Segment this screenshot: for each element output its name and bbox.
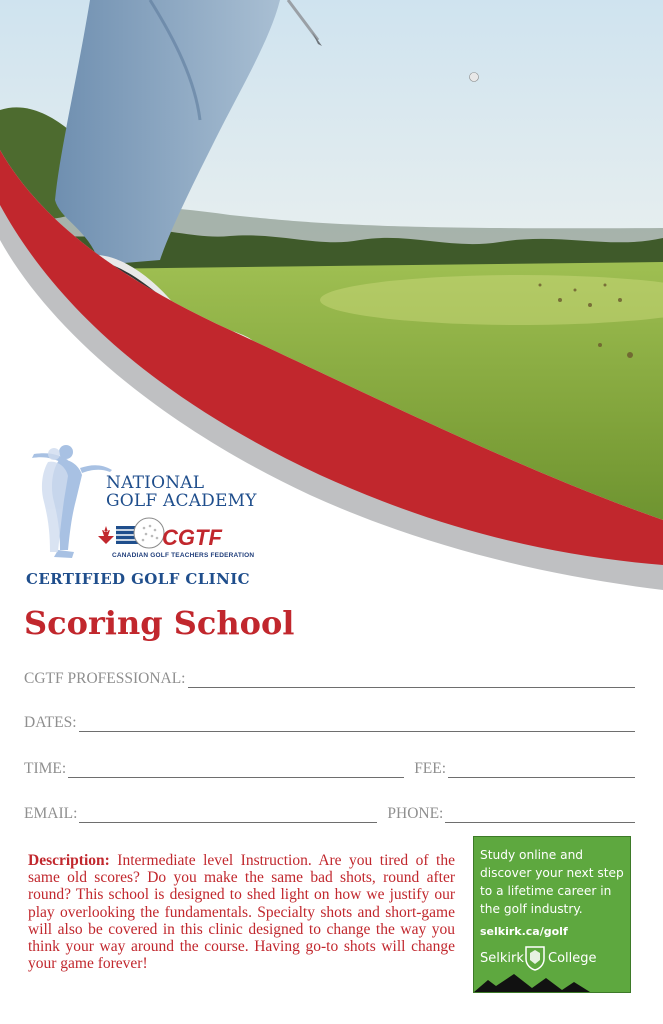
academy-name-line1: NATIONAL	[106, 473, 205, 493]
dates-blank-line[interactable]	[79, 727, 635, 732]
mountains-icon	[474, 972, 631, 992]
phone-label: PHONE:	[387, 805, 444, 822]
time-fee-field[interactable]	[24, 756, 635, 778]
fee-blank-line[interactable]	[448, 773, 635, 778]
promo-url-link[interactable]: selkirk.ca/golf	[480, 925, 568, 938]
selkirk-brand-left: Selkirk	[480, 951, 524, 966]
professional-label: CGTF PROFESSIONAL:	[24, 670, 186, 687]
description-paragraph	[28, 852, 455, 972]
selkirk-brand-right: College	[548, 951, 597, 966]
professional-field[interactable]	[24, 666, 635, 688]
college-crest-icon	[524, 945, 546, 971]
cgtf-full-name: CANADIAN GOLF TEACHERS FEDERATION	[112, 552, 255, 559]
cgtf-mark-text: CGTF	[162, 525, 222, 550]
page-title: Scoring School	[24, 604, 295, 642]
email-phone-field[interactable]	[24, 801, 635, 823]
time-label: TIME:	[24, 760, 67, 777]
dates-label: DATES:	[24, 714, 77, 731]
promo-text: Study online and discover your next step to a lifetime career in the golf industry.	[480, 848, 624, 916]
certified-clinic-label: CERTIFIED GOLF CLINIC	[26, 570, 250, 588]
selkirk-promo-box	[473, 836, 631, 993]
academy-name	[106, 474, 257, 510]
description-text: Intermediate level Instruction. Are you tired of the same old scores? Do you make the same bad shots, round after round? This school is designed to shed light on how we justify our play overlooking the fundamentals. Specialty shots and short-game will also be covered in this clinic designed to change the way you think your way around the course. Having go-to shots will change your game forever!	[28, 852, 455, 973]
description-label: Description:	[28, 852, 110, 869]
dates-field[interactable]	[24, 710, 635, 732]
email-label: EMAIL:	[24, 805, 78, 822]
professional-blank-line[interactable]	[188, 683, 636, 688]
email-blank-line[interactable]	[79, 818, 377, 823]
cgtf-logo	[94, 516, 244, 554]
national-golf-academy-logo	[24, 440, 264, 600]
phone-blank-line[interactable]	[445, 818, 635, 823]
fee-label: FEE:	[414, 760, 447, 777]
academy-name-line2: GOLF ACADEMY	[106, 491, 257, 511]
time-blank-line[interactable]	[68, 773, 404, 778]
